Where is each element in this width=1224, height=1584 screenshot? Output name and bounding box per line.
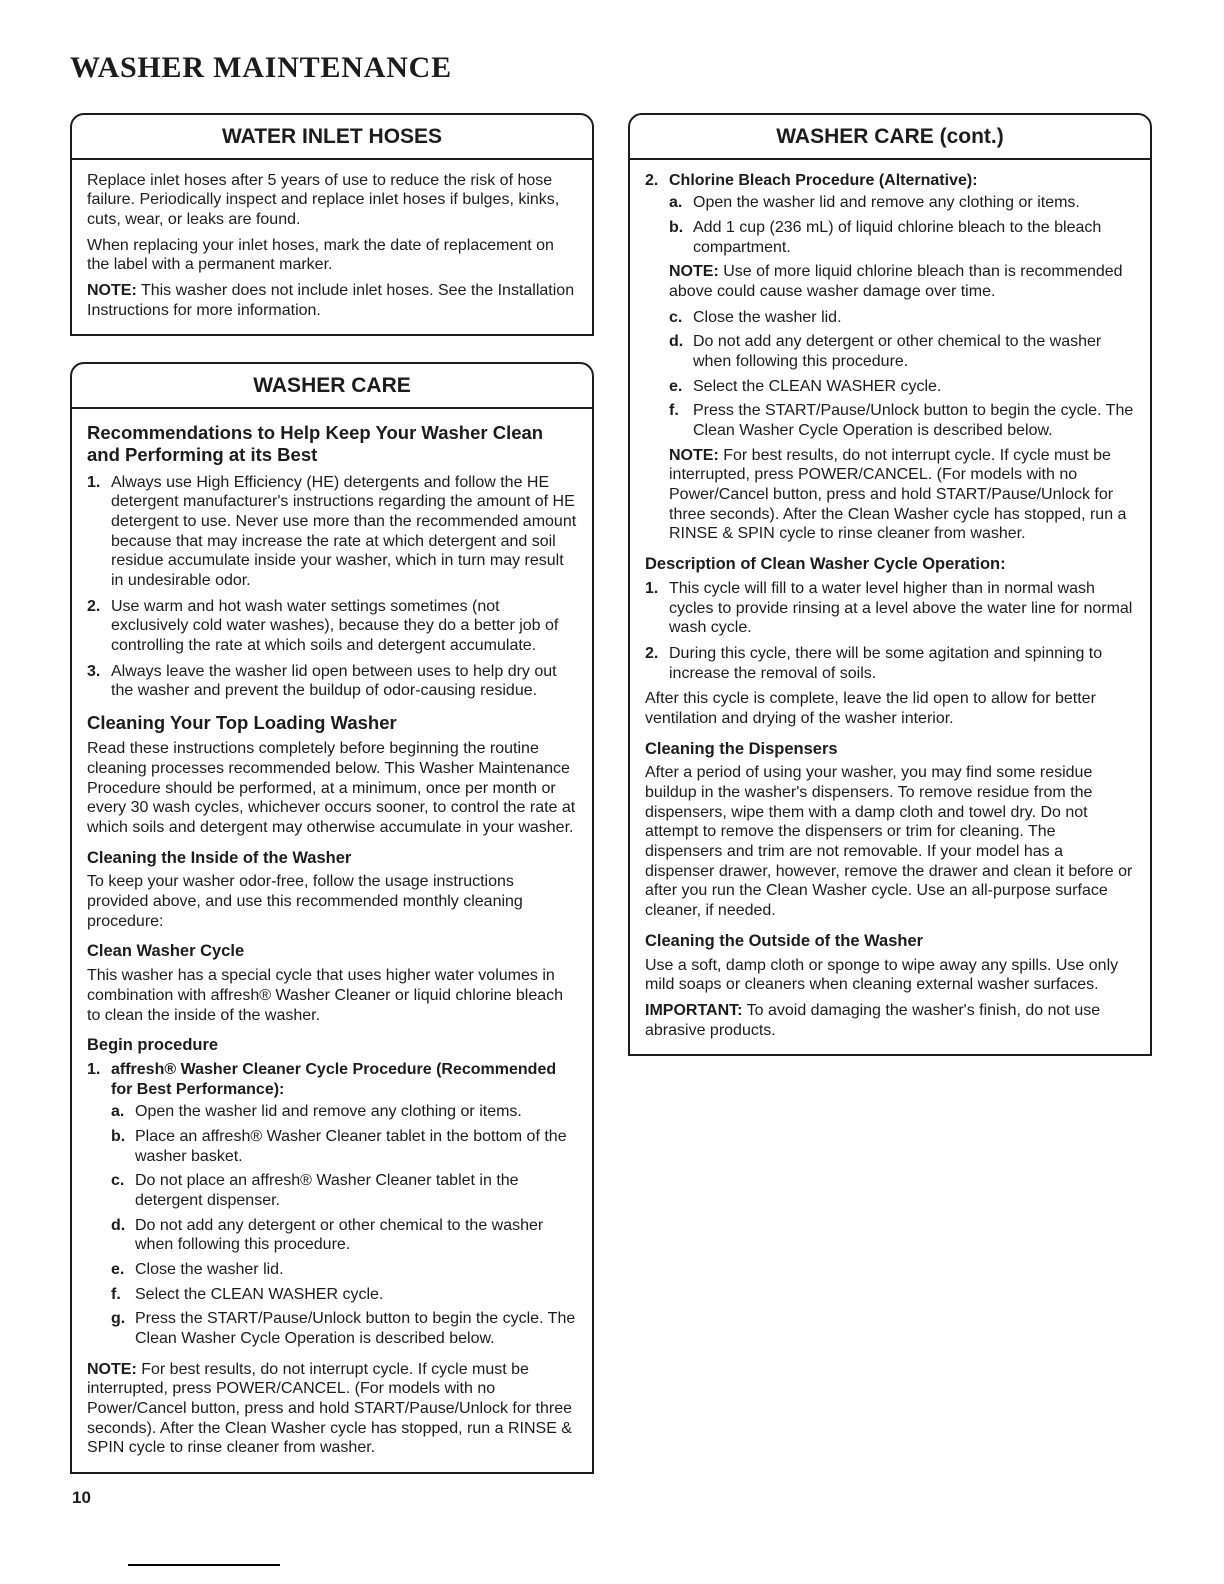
item-text: Always leave the washer lid open between uses to help dry out the washer and prevent the buildup of odor-causing residue. (111, 662, 557, 700)
item-number: 2. (645, 171, 659, 189)
item-number: 1. (87, 473, 101, 491)
numbered-item (645, 579, 1135, 638)
numbered-item (87, 597, 577, 656)
procedure-title: affresh® Washer Cleaner Cycle Procedure (Recommended for Best Performance): (111, 1060, 557, 1098)
step-text: Press the START/Pause/Unlock button to begin the cycle. The Clean Washer Cycle Operation is described below. (135, 1310, 576, 1348)
step-text: Do not add any detergent or other chemical to the washer when following this procedure. (693, 333, 1102, 371)
note-label: NOTE: (87, 1360, 137, 1378)
item-number: 1. (87, 1060, 101, 1078)
heading-recommendations: Recommendations to Help Keep Your Washer Clean and Performing at its Best (87, 422, 544, 466)
step-text: Close the washer lid. (693, 308, 842, 326)
note-text: Use of more liquid chlorine bleach than is recommended above could cause washer damage over time. (669, 263, 1123, 301)
important-text: To avoid damaging the washer's finish, do not use abrasive products. (645, 1001, 1101, 1039)
footer-rule (128, 1564, 280, 1566)
step-letter: a. (111, 1103, 125, 1121)
step-text: Do not add any detergent or other chemical to the washer when following this procedure. (135, 1216, 544, 1254)
paragraph: To keep your washer odor-free, follow the usage instructions provided above, and use this recommended monthly cleaning procedure: (87, 873, 523, 930)
item-text: Use warm and hot wash water settings sometimes (not exclusively cold water washes), because they do a better job of controlling the rate at which soils and detergent accumulate. (111, 597, 559, 654)
step-text: Press the START/Pause/Unlock button to begin the cycle. The Clean Washer Cycle Operation is described below. (693, 402, 1134, 440)
note-paragraph (87, 281, 577, 320)
step-letter: e. (669, 377, 683, 395)
procedure-step (669, 218, 1135, 257)
section-washer-care-cont (628, 113, 1152, 1056)
section-body (630, 160, 1150, 1055)
section-title: WASHER CARE (72, 364, 592, 409)
item-body (669, 171, 1135, 544)
step-letter: b. (111, 1128, 126, 1145)
item-number: 1. (645, 579, 659, 597)
note-paragraph (87, 1360, 577, 1458)
section-body (72, 160, 592, 335)
step-letter: d. (111, 1216, 126, 1234)
procedure-step (669, 193, 1135, 213)
procedure-step (111, 1309, 577, 1348)
right-column (628, 113, 1152, 1056)
paragraph: After a period of using your washer, you may find some residue buildup in the washer's dispensers. To remove residue from the dispensers, wipe them with a damp cloth and towel dry. Do not attempt to remove the dispensers or trim for cleaning. The dispensers and trim are not removable. If your model has a dispenser drawer, however, remove the drawer and clean it before or after you run the Clean Washer cycle. Use an all-purpose surface cleaner, if needed. (645, 764, 1133, 920)
page-title: WASHER MAINTENANCE (70, 51, 452, 84)
numbered-item (87, 473, 577, 591)
procedure-title: Chlorine Bleach Procedure (Alternative): (669, 171, 978, 189)
procedure-step (111, 1216, 577, 1255)
item-body (111, 1060, 577, 1354)
paragraph: After this cycle is complete, leave the lid open to allow for better ventilation and drying of the washer interior. (645, 690, 1096, 727)
left-column (70, 113, 594, 1474)
step-text: Do not place an affresh® Washer Cleaner tablet in the detergent dispenser. (135, 1172, 519, 1210)
heading-begin-procedure: Begin procedure (87, 1036, 219, 1055)
heading-cleaning-outside: Cleaning the Outside of the Washer (645, 931, 924, 950)
step-text: Select the CLEAN WASHER cycle. (135, 1285, 384, 1303)
note-paragraph (669, 446, 1135, 544)
procedure-step (111, 1260, 577, 1280)
numbered-item-procedure-2 (645, 171, 1135, 544)
procedure-step (111, 1127, 577, 1166)
paragraph: Read these instructions completely before beginning the routine cleaning processes recommended below. This Washer Maintenance Procedure should be performed, at a minimum, once per month or every 30 wash cycles, whichever occurs sooner, to control the rate at which soils and detergent may otherwise accumulate in your washer. (87, 740, 576, 836)
paragraph: This washer has a special cycle that uses higher water volumes in combination with affresh® Washer Cleaner or liquid chlorine bleach to clean the inside of the washer. (87, 967, 564, 1024)
item-number: 2. (645, 644, 659, 662)
section-water-inlet-hoses (70, 113, 594, 337)
numbered-item (87, 662, 577, 701)
note-text: For best results, do not interrupt cycle. If cycle must be interrupted, press POWER/CANCEL. (For models with no Power/Cancel button, press and hold START/Pause/Unlock for three seconds). After the Clean Washer cycle has stopped, run a RINSE & SPIN cycle to rinse cleaner from washer. (669, 446, 1127, 543)
step-letter: f. (669, 402, 679, 420)
step-text: Open the washer lid and remove any clothing or items. (135, 1103, 522, 1121)
item-text: This cycle will fill to a water level higher than in normal wash cycles to provide rinsing at a level above the water line for normal wash cycle. (669, 579, 1133, 637)
step-text: Add 1 cup (236 mL) of liquid chlorine bleach to the bleach compartment. (693, 219, 1102, 256)
section-title: WASHER CARE (cont.) (630, 115, 1150, 160)
step-letter: g. (111, 1310, 126, 1328)
step-letter: e. (111, 1261, 125, 1279)
heading-top-loading: Cleaning Your Top Loading Washer (87, 712, 397, 734)
procedure-step (669, 401, 1135, 440)
item-text: During this cycle, there will be some agitation and spinning to increase the removal of soils. (669, 644, 1103, 682)
step-text: Place an affresh® Washer Cleaner tablet in the bottom of the washer basket. (135, 1128, 567, 1165)
procedure-step (111, 1285, 577, 1305)
note-text: For best results, do not interrupt cycle. If cycle must be interrupted, press POWER/CANCEL. (For models with no Power/Cancel button, press and hold START/Pause/Unlock for three seconds). After the Clean Washer cycle has stopped, run a RINSE & SPIN cycle to rinse cleaner from washer. (87, 1360, 572, 1457)
heading-description-clean-washer: Description of Clean Washer Cycle Operation: (645, 555, 1006, 574)
item-text: Always use High Efficiency (HE) detergents and follow the HE detergent manufacturer's instructions regarding the amount of HE detergent to use. Never use more than the recommended amount because that may increase the rate at which detergent and soil residue accumulate inside your washer, which in turn may result in undesirable odor. (111, 473, 577, 589)
procedure-step (669, 308, 1135, 328)
heading-cleaning-inside: Cleaning the Inside of the Washer (87, 848, 352, 867)
note-label: NOTE: (87, 282, 137, 300)
section-body (72, 409, 592, 1472)
step-letter: f. (111, 1285, 121, 1303)
note-paragraph (669, 262, 1135, 301)
procedure-step (669, 377, 1135, 397)
step-letter: d. (669, 333, 684, 351)
step-text: Open the washer lid and remove any clothing or items. (693, 194, 1080, 212)
step-letter: a. (669, 194, 683, 212)
step-letter: c. (111, 1172, 125, 1190)
important-label: IMPORTANT: (645, 1001, 743, 1019)
procedure-step (111, 1102, 577, 1122)
item-number: 3. (87, 662, 101, 680)
item-number: 2. (87, 597, 101, 615)
step-letter: c. (669, 308, 683, 326)
paragraph: When replacing your inlet hoses, mark the date of replacement on the label with a permanent marker. (87, 236, 554, 274)
note-text: This washer does not include inlet hoses. See the Installation Instructions for more information. (87, 282, 575, 319)
numbered-item (645, 644, 1135, 683)
note-label: NOTE: (669, 263, 719, 281)
section-washer-care (70, 362, 594, 1474)
step-letter: b. (669, 219, 684, 237)
important-paragraph (645, 1001, 1135, 1040)
section-title: WATER INLET HOSES (72, 115, 592, 160)
page-number: 10 (72, 1488, 91, 1508)
step-text: Select the CLEAN WASHER cycle. (693, 377, 942, 395)
two-column-layout (70, 113, 1152, 1474)
numbered-item-procedure-1 (87, 1060, 577, 1354)
heading-cleaning-dispensers: Cleaning the Dispensers (645, 739, 838, 758)
note-label: NOTE: (669, 446, 719, 464)
step-text: Close the washer lid. (135, 1261, 284, 1279)
paragraph: Use a soft, damp cloth or sponge to wipe away any spills. Use only mild soaps or cleaners when cleaning external washer surfaces. (645, 956, 1119, 994)
paragraph: Replace inlet hoses after 5 years of use to reduce the risk of hose failure. Periodically inspect and replace inlet hoses if bulges, kinks, cuts, wear, or leaks are found. (87, 171, 560, 229)
procedure-step (669, 332, 1135, 371)
heading-clean-washer-cycle: Clean Washer Cycle (87, 942, 245, 961)
procedure-step (111, 1171, 577, 1210)
